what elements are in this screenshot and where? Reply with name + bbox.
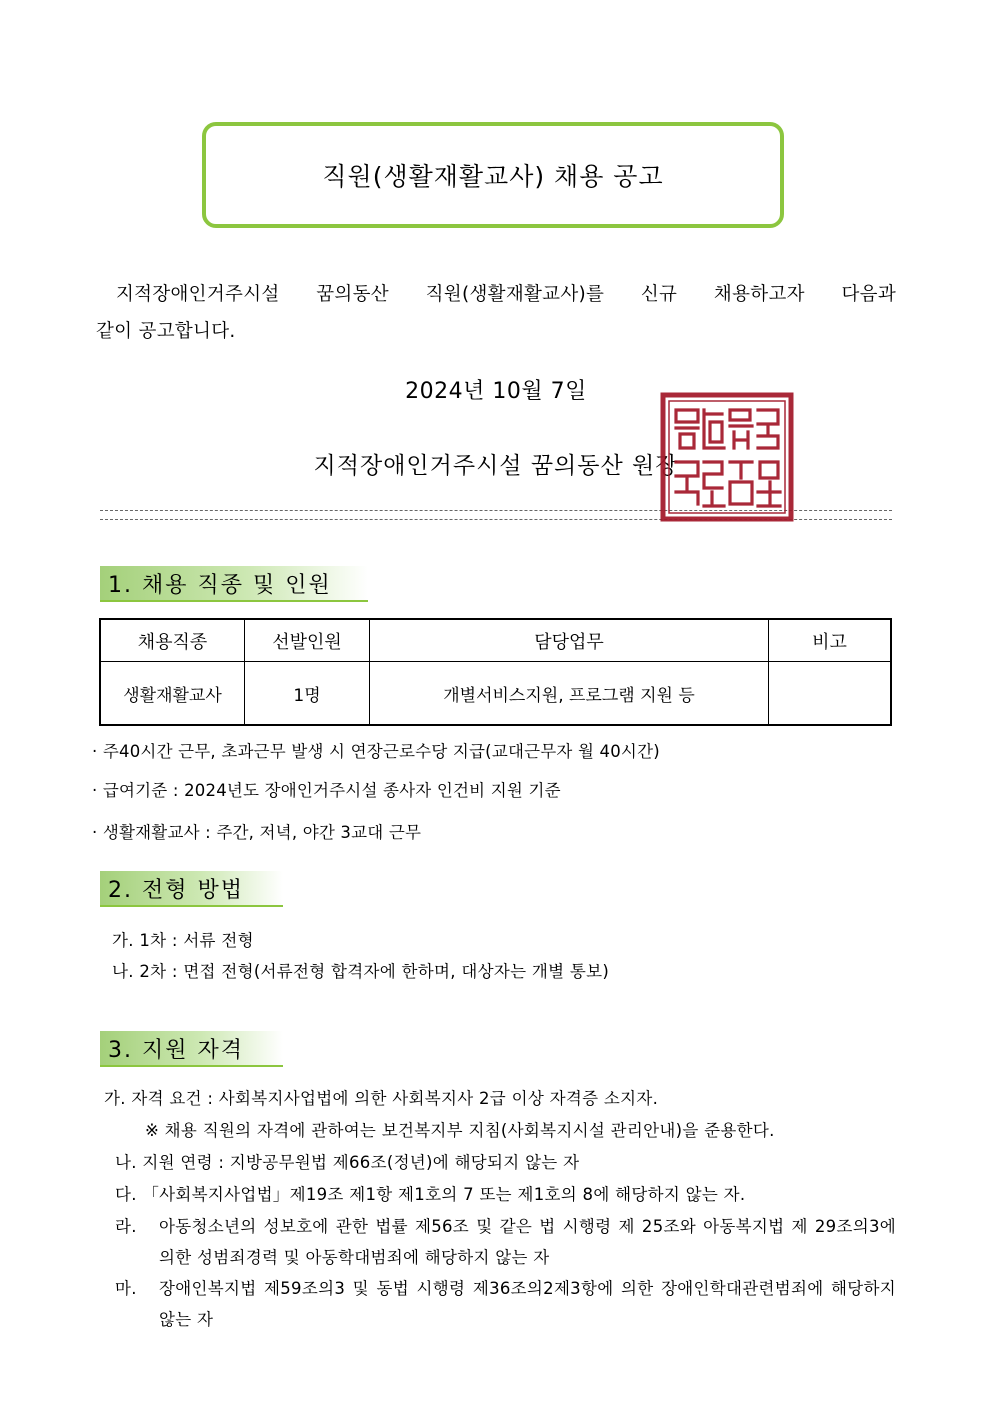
qualification-d-label: 라. (115, 1217, 137, 1236)
qualification-e-label: 마. (115, 1279, 137, 1298)
section-heading-selection (100, 871, 283, 907)
table-header-cell: 선발인원 (245, 619, 370, 662)
intro-line-2: 같이 공고합니다. (96, 321, 236, 342)
section-heading-selection-text: 2. 전형 방법 (108, 877, 244, 903)
qualification-d (115, 1211, 896, 1273)
qualification-d-text: 아동청소년의 성보호에 관한 법률 제56조 및 같은 법 시행령 제 25조와 아동복지법 제 29조의3에 의한 성범죄경력 및 아동학대범죄에 해당하지 않는 자 (159, 1217, 896, 1267)
intro-paragraph (96, 276, 896, 350)
table-cell: 개별서비스지원, 프로그램 지원 등 (370, 662, 769, 726)
qualification-a-note: ※ 채용 직원의 자격에 관하여는 보건복지부 지침(사회복지시설 관리안내)을 준용한다. (145, 1121, 775, 1140)
official-seal-stamp (660, 392, 794, 522)
intro-line-1: 지적장애인거주시설 꿈의동산 직원(생활재활교사)를 신규 채용하고자 다음과 (116, 284, 896, 305)
section-heading-positions-text: 1. 채용 직종 및 인원 (108, 572, 332, 598)
table-cell: 생활재활교사 (100, 662, 245, 726)
qualification-e (115, 1273, 896, 1335)
table-cell (769, 662, 892, 726)
table-cell: 1명 (245, 662, 370, 726)
qualification-a: 가. 자격 요건 : 사회복지사업법에 의한 사회복지사 2급 이상 자격증 소지자. (104, 1089, 659, 1108)
issuer-name: 지적장애인거주시설 꿈의동산 원장 (313, 453, 679, 479)
positions-table (99, 618, 892, 726)
selection-step-1: 가. 1차 : 서류 전형 (112, 931, 254, 950)
section-heading-qualifications (100, 1031, 283, 1067)
section-heading-positions (100, 566, 368, 602)
section-heading-qualifications-text: 3. 지원 자격 (108, 1037, 244, 1063)
selection-step-2: 나. 2차 : 면접 전형(서류전형 합격자에 한하며, 대상자는 개별 통보) (112, 962, 610, 981)
table-row (100, 662, 891, 726)
table-header-cell: 채용직종 (100, 619, 245, 662)
table-header-cell: 담당업무 (370, 619, 769, 662)
page-title (202, 122, 784, 228)
qualification-b: 나. 지원 연령 : 지방공무원법 제66조(정년)에 해당되지 않는 자 (115, 1153, 580, 1172)
table-header-cell: 비고 (769, 619, 892, 662)
qualification-c: 다. 「사회복지사업법」제19조 제1항 제1호의 7 또는 제1호의 8에 해당하지 않는 자. (115, 1185, 746, 1204)
note-shift-system: · 생활재활교사 : 주간, 저녁, 야간 3교대 근무 (92, 823, 422, 842)
page-title-text: 직원(생활재활교사) 채용 공고 (322, 162, 664, 191)
announcement-date: 2024년 10월 7일 (405, 379, 587, 404)
qualification-e-text: 장애인복지법 제59조의3 및 동법 시행령 제36조의2제3항에 의한 장애인학대관련범죄에 해당하지 않는 자 (159, 1279, 896, 1329)
table-header-row (100, 619, 891, 662)
note-salary-standard: · 급여기준 : 2024년도 장애인거주시설 종사자 인건비 지원 기준 (92, 781, 561, 800)
note-working-hours: · 주40시간 근무, 초과근무 발생 시 연장근로수당 지급(교대근무자 월 40시간) (92, 742, 660, 761)
